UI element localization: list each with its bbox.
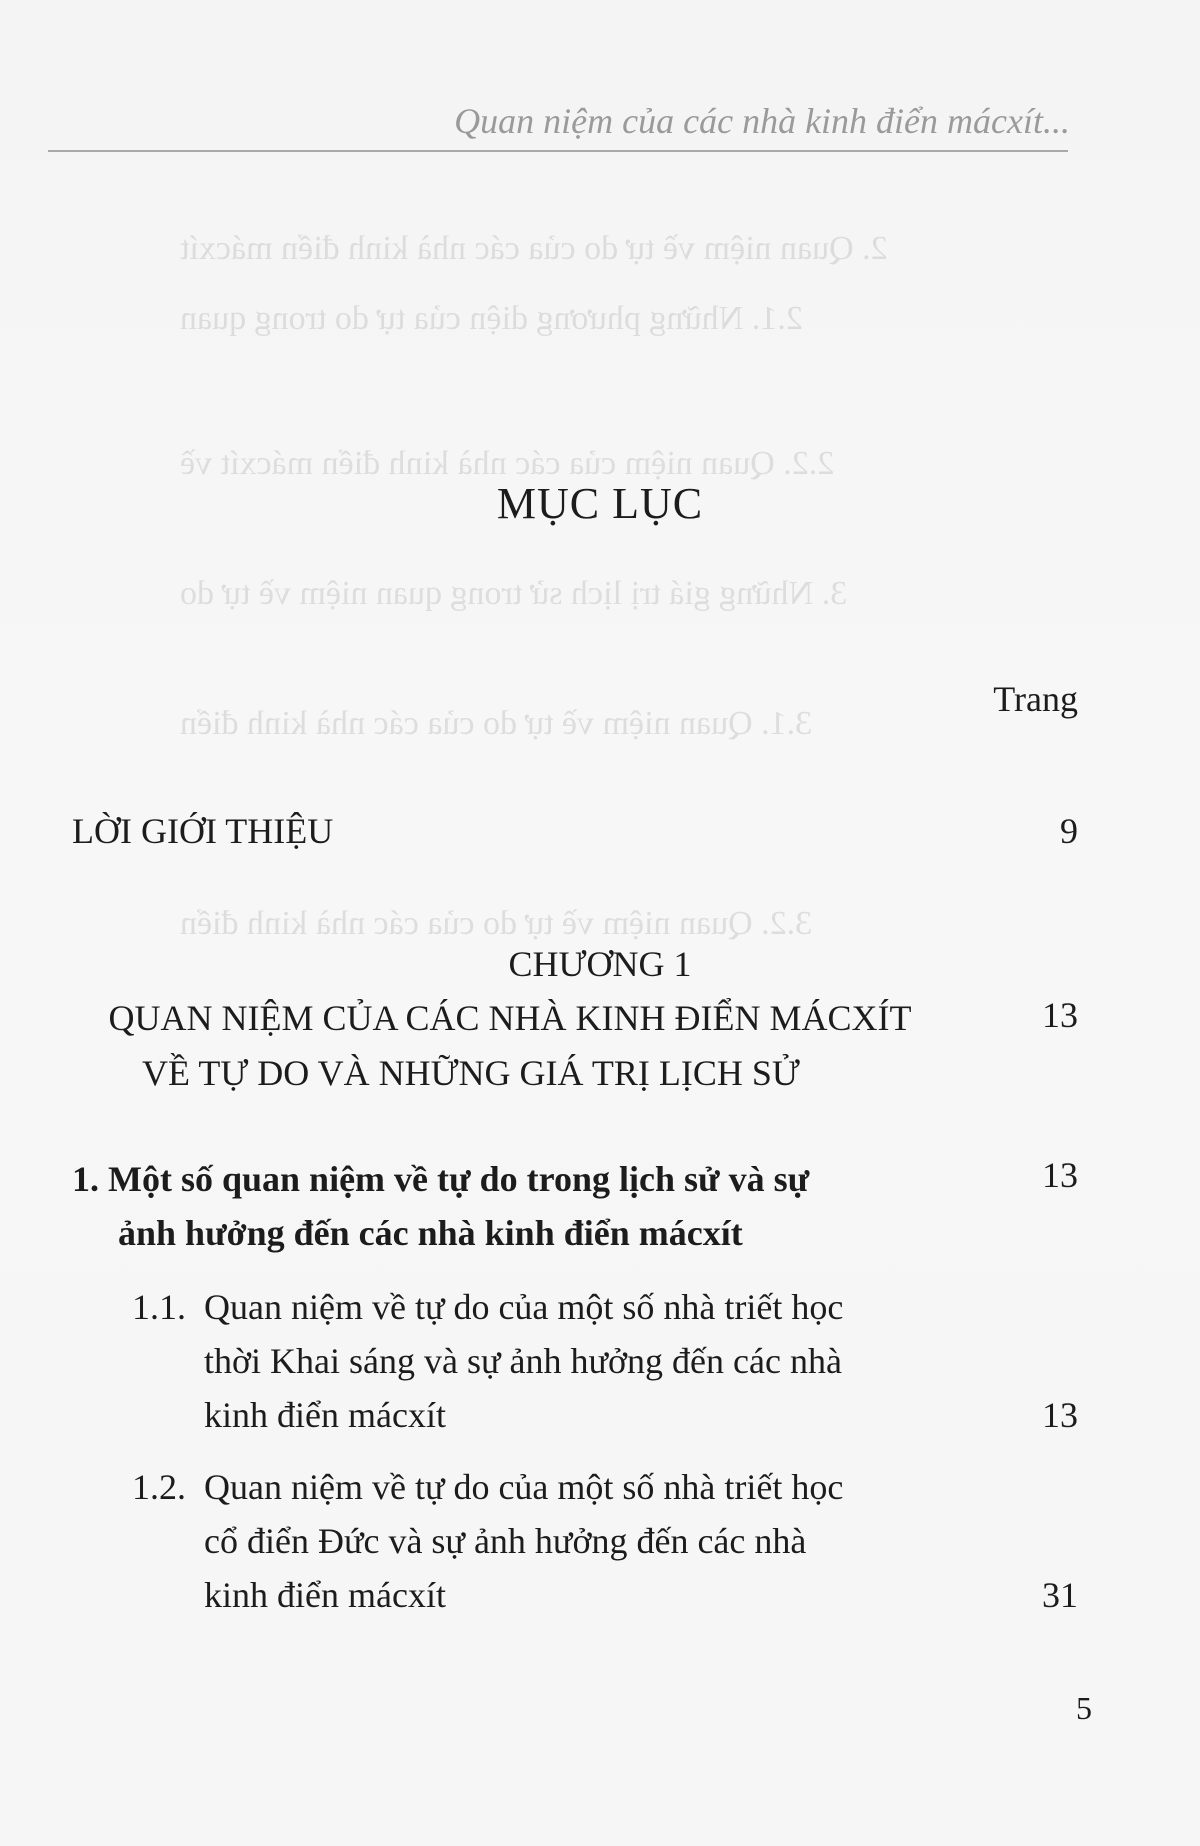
bleed-through-text: 2.1. Những phương diện của tự do trong quan [180, 300, 803, 337]
subsection-number: 1.1. [132, 1287, 186, 1327]
running-head: Quan niệm của các nhà kinh điển mácxít... [454, 101, 1070, 141]
chapter-label: CHƯƠNG 1 [508, 944, 692, 984]
bleed-through-text: 2. Quan niệm về tự do của các nhà kinh điển mácxít [180, 230, 888, 267]
section-1-line-2: ảnh hưởng đến các nhà kinh điển mácxít [118, 1213, 743, 1253]
bleed-through-text: 3.1. Quan niệm về tự do của các nhà kinh điển [180, 705, 813, 742]
subsection-1-1-line-3-row [204, 1386, 1078, 1444]
subsection-title: kinh điển mácxít [204, 1395, 446, 1435]
toc-entry-intro [72, 802, 1078, 860]
toc-entry-page: 31 [1042, 1575, 1078, 1615]
toc-entry-page: 13 [1042, 1395, 1078, 1435]
subsection-1-2-line-2: cổ điển Đức và sự ảnh hưởng đến các nhà [204, 1521, 807, 1561]
subsection-title: Quan niệm về tự do của một số nhà triết học [204, 1287, 844, 1327]
toc-entry-title: LỜI GIỚI THIỆU [72, 811, 334, 851]
subsection-1-1-line-2: thời Khai sáng và sự ảnh hưởng đến các nhà [204, 1341, 842, 1381]
bleed-through-text: 3.2. Quan niệm về tự do của các nhà kinh điển [180, 905, 813, 942]
toc-title: MỤC LỤC [496, 479, 704, 528]
bleed-through-text: 2.2. Quan niệm của các nhà kinh điển mácxít về [180, 445, 835, 482]
bleed-through-text: 3. Những giá trị lịch sử trong quan niệm về tự do [180, 575, 848, 612]
page-column-label: Trang [993, 679, 1078, 719]
page-number: 5 [1076, 1690, 1092, 1726]
subsection-1-2-line-3-row [204, 1566, 1078, 1624]
subsection-title: kinh điển mácxít [204, 1575, 446, 1615]
section-1-line-1: 1. Một số quan niệm về tự do trong lịch sử và sự [72, 1159, 810, 1199]
toc-entry-page: 9 [1060, 811, 1078, 851]
toc-entry-page: 13 [1042, 995, 1078, 1035]
chapter-title-line-2: VỀ TỰ DO VÀ NHỮNG GIÁ TRỊ LỊCH SỬ [142, 1053, 800, 1093]
subsection-number: 1.2. [132, 1467, 186, 1507]
chapter-title-line-1: QUAN NIỆM CỦA CÁC NHÀ KINH ĐIỂN MÁCXÍT [108, 998, 912, 1038]
header-rule [48, 150, 1068, 152]
subsection-1-2-line-1 [132, 1458, 1032, 1516]
toc-entry-page: 13 [1042, 1155, 1078, 1195]
subsection-1-1-line-1 [132, 1278, 1032, 1336]
subsection-title: Quan niệm về tự do của một số nhà triết học [204, 1467, 844, 1507]
